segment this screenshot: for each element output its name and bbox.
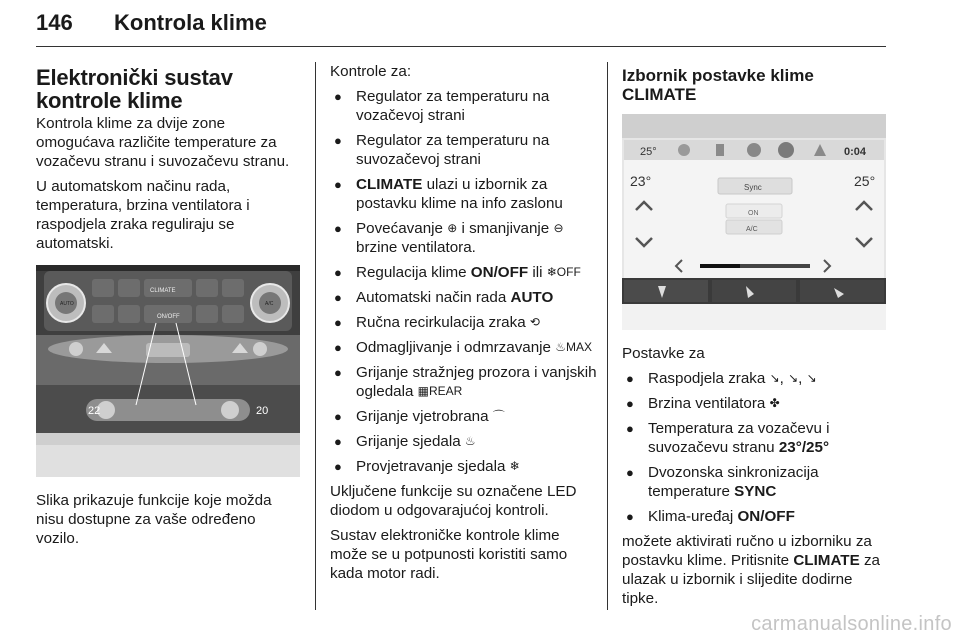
list-item: ● Brzina ventilatora ✤ bbox=[622, 394, 888, 413]
on-button: ON bbox=[748, 210, 759, 217]
list-intro: Kontrole za: bbox=[330, 63, 412, 80]
controls-list bbox=[330, 87, 598, 476]
column-divider-1 bbox=[315, 62, 316, 610]
panel-auto-label: AUTO bbox=[60, 301, 74, 307]
panel-ac-label: A/C bbox=[265, 301, 274, 307]
paragraph: možete aktivirati ručno u izborniku za postavku klime. Pritisnite CLIMATE za ulazak u izbornik i slijedite dodirne tipke. bbox=[622, 533, 880, 607]
paragraph: U automatskom načinu rada, temperatura, brzina ventilatora i raspodjela zraka reguliraju se automatski. bbox=[36, 178, 250, 252]
list-item: ● Povećavanje ⊕ i smanjivanje ⊖ brzine ventilatora. bbox=[330, 219, 598, 257]
list-item: ● Grijanje stražnjeg prozora i vanjskih ogledala ▦REAR bbox=[330, 363, 598, 401]
climate-menu-screen-photo bbox=[622, 114, 886, 330]
panel-temp-right: 20 bbox=[256, 405, 269, 417]
list-item: ● Odmagljivanje i odmrzavanje ♨MAX bbox=[330, 338, 598, 357]
list-item: ● Klima-uređaj ON/OFF bbox=[622, 507, 888, 526]
panel-illustration bbox=[36, 265, 300, 477]
paragraph: Kontrola klime za dvije zone omogućava različite temperature za vozačevu stranu i suvozačevu stranu. bbox=[36, 115, 290, 170]
seat-vent-icon: ❄ bbox=[509, 459, 520, 473]
list-item: ● Dvozonska sinkronizacija temperature SYNC bbox=[622, 463, 888, 501]
list-item: ● Regulator za temperaturu na suvozačevoj strani bbox=[330, 131, 598, 169]
fan-minus-icon: ⊖ bbox=[553, 221, 564, 235]
recirculation-icon: ⟲ bbox=[529, 315, 540, 329]
list-item: ● Ručna recirkulacija zraka ⟲ bbox=[330, 313, 598, 332]
list-item: ● Grijanje vjetrobrana ⌒ bbox=[330, 407, 598, 426]
column-1 bbox=[36, 62, 300, 554]
header-rule bbox=[36, 46, 886, 47]
air-distribution-upper-icon: ↘ bbox=[769, 371, 780, 385]
list-item: ● Provjetravanje sjedala ❄ bbox=[330, 457, 598, 476]
column-3 bbox=[622, 62, 888, 614]
windscreen-heat-icon: ⌒ bbox=[492, 409, 505, 423]
list-item: ● Grijanje sjedala ♨ bbox=[330, 432, 598, 451]
section-heading: Elektronički sustav kontrole klime bbox=[36, 65, 233, 113]
panel-onoff-label: ON/OFF bbox=[157, 314, 180, 320]
paragraph: Sustav elektroničke kontrole klime može se u potpunosti koristiti samo kada motor radi. bbox=[330, 527, 568, 582]
list-intro: Postavke za bbox=[622, 345, 705, 362]
rear-defrost-icon: ▦REAR bbox=[417, 384, 463, 398]
status-temp: 25° bbox=[640, 146, 657, 158]
fan-speed-icon: ✤ bbox=[769, 396, 780, 410]
ac-button: A/C bbox=[746, 226, 758, 233]
air-distribution-middle-icon: ↘ bbox=[788, 371, 799, 385]
screen-illustration bbox=[622, 114, 886, 330]
list-item: ● Raspodjela zraka ↘, ↘, ↘ bbox=[622, 369, 888, 388]
panel-temp-left: 22 bbox=[88, 405, 101, 417]
panel-climate-label: CLIMATE bbox=[150, 288, 176, 294]
figure-caption: Slika prikazuje funkcije koje možda nisu dostupne za vaše određeno vozilo. bbox=[36, 492, 272, 547]
running-title: Kontrola klime bbox=[114, 10, 267, 35]
fan-off-icon: ❄OFF bbox=[546, 265, 581, 279]
page-header bbox=[36, 6, 886, 48]
section-heading: Izbornik postavke klime CLIMATE bbox=[622, 66, 814, 104]
column-divider-2 bbox=[607, 62, 608, 610]
climate-control-panel-photo bbox=[36, 265, 300, 477]
fan-plus-icon: ⊕ bbox=[447, 221, 458, 235]
list-item: ● Regulacija klime ON/OFF ili ❄OFF bbox=[330, 263, 598, 282]
screen-temp-left: 23° bbox=[630, 173, 652, 189]
watermark: carmanualsonline.info bbox=[751, 613, 952, 635]
paragraph: Uključene funkcije su označene LED diodom u odgovarajućoj kontroli. bbox=[330, 483, 577, 519]
air-distribution-lower-icon: ↘ bbox=[806, 371, 817, 385]
settings-list bbox=[622, 369, 888, 526]
seat-heat-icon: ♨ bbox=[464, 434, 476, 448]
column-2 bbox=[330, 62, 598, 589]
clock: 0:04 bbox=[844, 146, 867, 158]
screen-temp-right: 25° bbox=[854, 173, 876, 189]
defrost-max-icon: ♨MAX bbox=[555, 340, 592, 354]
sync-button: Sync bbox=[744, 183, 762, 192]
page-number: 146 bbox=[36, 10, 73, 35]
list-item: ● Automatski način rada AUTO bbox=[330, 288, 598, 307]
list-item: ● Temperatura za vozačevu i suvozačevu stranu 23°/25° bbox=[622, 419, 888, 457]
list-item: ● CLIMATE ulazi u izbornik za postavku klime na info zaslonu bbox=[330, 175, 598, 213]
list-item: ● Regulator za temperaturu na vozačevoj strani bbox=[330, 87, 598, 125]
